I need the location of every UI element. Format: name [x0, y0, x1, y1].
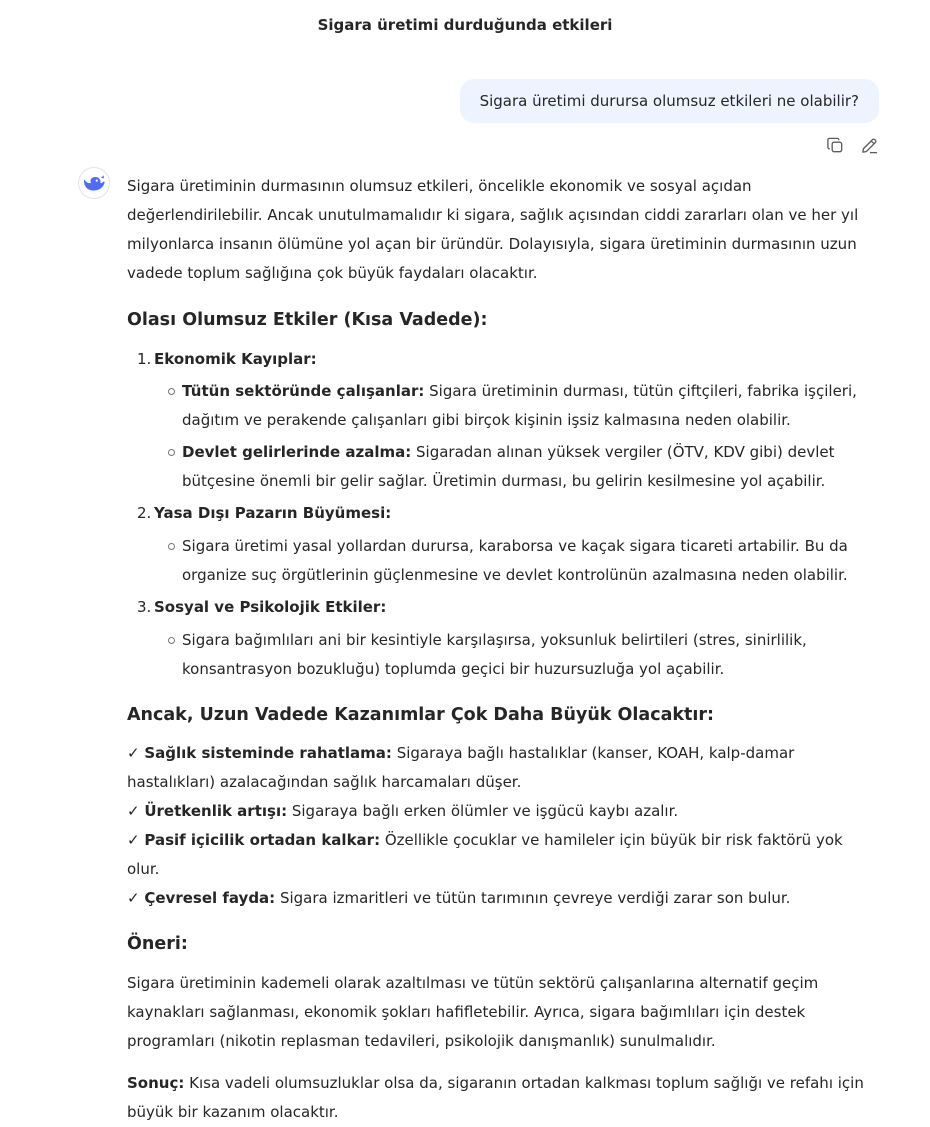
- section-heading-long-term: Ancak, Uzun Vadede Kazanımlar Çok Daha Büyük Olacaktır:: [127, 705, 715, 725]
- sub-list-item: Sigara bağımlıları ani bir kesintiyle karşılaşırsa, yoksunluk belirtileri (stres, sinirlilik, konsantrasyon bozukluğu) toplumda geçici bir huzursuzluğa yol açabilir.: [127, 626, 879, 684]
- assistant-answer: [127, 172, 879, 1127]
- check-item: ✓ Pasif içicilik ortadan kalkar: Özellikle çocuklar ve hamileler için büyük bir risk faktörü yok olur.: [127, 831, 843, 878]
- assistant-avatar: [78, 167, 110, 199]
- copy-button[interactable]: [825, 135, 845, 155]
- circle-bullet-icon: [168, 449, 175, 456]
- check-mark-icon: ✓: [127, 889, 140, 907]
- list-number: 2.: [137, 504, 152, 522]
- check-item: ✓ Çevresel fayda: Sigara izmaritleri ve tütün tarımının çevreye verdiği zarar son bulur.: [127, 889, 791, 907]
- sub-list-item: Devlet gelirlerinde azalma: Sigaradan alınan yüksek vergiler (ÖTV, KDV gibi) devlet bütçesine önemli bir gelir sağlar. Üretimin durması, bu gelirin kesilmesine yol açabilir.: [127, 438, 879, 496]
- list-number: 3.: [137, 598, 152, 616]
- edit-button[interactable]: [859, 135, 879, 155]
- circle-bullet-icon: [168, 543, 175, 550]
- list-item-title: Sosyal ve Psikolojik Etkiler:: [154, 598, 387, 616]
- circle-bullet-icon: [168, 388, 175, 395]
- answer-intro: Sigara üretiminin durmasının olumsuz etkileri, öncelikle ekonomik ve sosyal açıdan değerlendirilebilir. Ancak unutulmamalıdır ki sigara, sağlık açısından ciddi zararları olan ve her yıl milyonlarca insanın ölümüne yol açan bir üründür. Dolayısıyla, sigara üretiminin durmasının uzun vadede toplum sağlığına çok büyük faydaları olacaktır.: [127, 177, 859, 282]
- check-item: ✓ Üretkenlik artışı: Sigaraya bağlı erken ölümler ve işgücü kaybı azalır.: [127, 802, 679, 820]
- list-item: [127, 593, 879, 622]
- sub-list-item: Tütün sektöründe çalışanlar: Sigara üretiminin durması, tütün çiftçileri, fabrika işçileri, dağıtım ve perakende çalışanları gibi birçok kişinin işsiz kalmasına neden olabilir.: [127, 377, 879, 435]
- suggestion-paragraph: Sigara üretiminin kademeli olarak azaltılması ve tütün sektörü çalışanlarına alternatif geçim kaynakları sağlanması, ekonomik şokları hafifletebilir. Ayrıca, sigara bağımlıları için destek programları (nikotin replasman tedavileri, psikolojik danışmanlık) sunulmalıdır.: [127, 974, 819, 1050]
- edit-icon: [860, 136, 879, 155]
- circle-bullet-icon: [168, 637, 175, 644]
- check-list: [127, 739, 879, 913]
- message-actions: [825, 135, 879, 155]
- list-item: [127, 499, 879, 528]
- user-message-bubble: Sigara üretimi durursa olumsuz etkileri ne olabilir?: [460, 79, 879, 123]
- sub-list-item: Sigara üretimi yasal yollardan durursa, karaborsa ve kaçak sigara ticareti artabilir. Bu da organize suç örgütlerinin güçlenmesine ve devlet kontrolünün azalmasına neden olabilir.: [127, 532, 879, 590]
- chat-title: Sigara üretimi durduğunda etkileri: [317, 16, 613, 34]
- section-heading-suggestion: Öneri:: [127, 934, 188, 954]
- check-mark-icon: ✓: [127, 744, 140, 762]
- conclusion-paragraph: Sonuç: Kısa vadeli olumsuzluklar olsa da, sigaranın ortadan kalkması toplum sağlığı ve refahı için büyük bir kazanım olacaktır.: [127, 1074, 864, 1121]
- check-mark-icon: ✓: [127, 802, 140, 820]
- list-number: 1.: [137, 350, 152, 368]
- check-mark-icon: ✓: [127, 831, 140, 849]
- list-item-title: Ekonomik Kayıplar:: [154, 350, 317, 368]
- copy-icon: [826, 136, 845, 155]
- deepseek-whale-icon: [82, 174, 106, 192]
- list-item-title: Yasa Dışı Pazarın Büyümesi:: [154, 504, 392, 522]
- list-item: [127, 345, 879, 374]
- section-heading-short-term: Olası Olumsuz Etkiler (Kısa Vadede):: [127, 310, 488, 330]
- check-item: ✓ Sağlık sisteminde rahatlama: Sigaraya bağlı hastalıklar (kanser, KOAH, kalp-damar hastalıkları) azalacağından sağlık harcamaları düşer.: [127, 744, 795, 791]
